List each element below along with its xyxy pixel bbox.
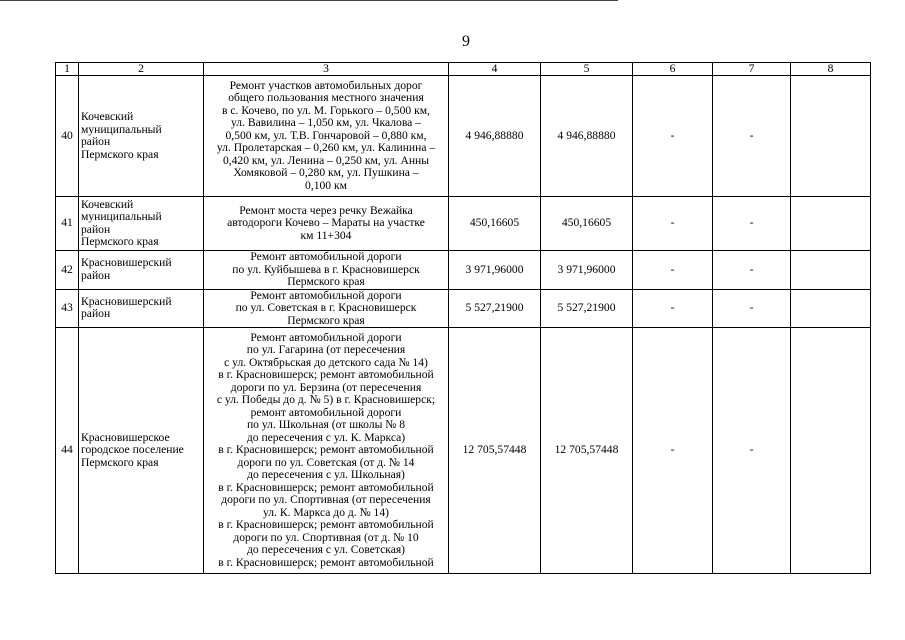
col-header: 4 bbox=[449, 63, 541, 76]
table-row bbox=[56, 289, 871, 328]
municipality-line: Красновишерский bbox=[81, 294, 172, 308]
municipality-cell bbox=[79, 197, 204, 251]
description-line: в г. Красновишерск; ремонт автомобильной bbox=[218, 518, 434, 532]
amount-total-cell: 12 705,57448 bbox=[449, 328, 541, 574]
col8-cell bbox=[791, 197, 871, 251]
description-line: в г. Красновишерск; ремонт автомобильной bbox=[218, 480, 434, 494]
description-line: по ул. Гагарина (от пересечения bbox=[246, 343, 406, 357]
row-number: 43 bbox=[56, 289, 79, 328]
table-row bbox=[56, 197, 871, 251]
description-line: дороги по ул. Спортивная (от пересечения bbox=[221, 493, 431, 507]
description-cell bbox=[204, 76, 449, 197]
description-line: дороги по ул. Советская (от д. № 14 bbox=[237, 455, 415, 469]
description-line: в г. Красновишерск; ремонт автомобильной bbox=[218, 555, 434, 569]
municipality-line: Пермского края bbox=[81, 147, 159, 161]
table-row bbox=[56, 76, 871, 197]
col-header: 3 bbox=[204, 63, 449, 76]
col7-cell: - bbox=[713, 251, 791, 290]
municipality-line: муниципальный bbox=[81, 210, 162, 223]
description-cell bbox=[204, 328, 449, 574]
municipality-line: муниципальный bbox=[81, 122, 162, 136]
col-header: 5 bbox=[541, 63, 633, 76]
municipality-cell bbox=[79, 251, 204, 290]
description-line: в г. Красновишерск; ремонт автомобильной bbox=[218, 368, 434, 382]
description-line: Хомяковой – 0,280 км, ул. Пушкина – bbox=[233, 166, 419, 180]
col7-cell: - bbox=[713, 76, 791, 197]
amount-total-cell: 3 971,96000 bbox=[449, 251, 541, 290]
col6-cell: - bbox=[633, 328, 713, 574]
description-line: км 11+304 bbox=[300, 228, 352, 242]
municipality-line: район bbox=[81, 135, 111, 148]
description-line: в с. Кочево, по ул. М. Горького – 0,500 км, bbox=[222, 103, 430, 117]
municipality-cell bbox=[79, 289, 204, 328]
municipality-line: городское поселение bbox=[81, 443, 184, 457]
description-line: ремонт автомобильной дороги bbox=[250, 405, 402, 419]
top-rule bbox=[0, 0, 618, 1]
page-number: 9 bbox=[462, 33, 470, 50]
table-row bbox=[56, 251, 871, 290]
municipality-line: Кочевский bbox=[81, 110, 134, 123]
municipality-cell bbox=[79, 76, 204, 197]
table-body bbox=[56, 63, 871, 574]
municipality-line: Пермского края bbox=[81, 455, 159, 469]
description-line: Ремонт автомобильной дороги bbox=[250, 289, 402, 302]
col-header: 1 bbox=[56, 63, 79, 76]
description-line: Ремонт участков автомобильных дорог bbox=[229, 78, 423, 92]
amount-total-cell: 450,16605 bbox=[449, 197, 541, 251]
municipality-line: Красновишерское bbox=[81, 430, 170, 444]
funding-table bbox=[55, 62, 871, 574]
description-line: автодороги Кочево – Мараты на участке bbox=[227, 216, 425, 230]
description-line: ул. Пролетарская – 0,260 км, ул. Калинина – bbox=[216, 141, 436, 155]
col7-cell: - bbox=[713, 328, 791, 574]
description-line: ул. Вавилина – 1,050 км, ул. Чкалова – bbox=[231, 116, 421, 130]
description-line: Ремонт автомобильной дороги bbox=[250, 250, 402, 263]
col7-cell: - bbox=[713, 289, 791, 328]
description-line: Пермского края bbox=[287, 313, 365, 327]
description-line: до пересечения с ул. Школьная) bbox=[247, 468, 405, 482]
description-line: до пересечения с ул. К. Маркса) bbox=[246, 430, 406, 444]
amount-budget-cell: 12 705,57448 bbox=[541, 328, 633, 574]
description-line: дороги по ул. Берзина (от пересечения bbox=[230, 380, 422, 394]
row-number: 44 bbox=[56, 328, 79, 574]
description-line: до пересечения с ул. Советская) bbox=[246, 543, 406, 557]
col8-cell bbox=[791, 76, 871, 197]
col8-cell bbox=[791, 328, 871, 574]
description-line: по ул. Советская в г. Красновишерск bbox=[235, 301, 417, 314]
description-line: в г. Красновишерск; ремонт автомобильной bbox=[218, 443, 434, 457]
description-line: общего пользования местного значения bbox=[228, 91, 424, 105]
col-header: 7 bbox=[713, 63, 791, 76]
col6-cell: - bbox=[633, 76, 713, 197]
col6-cell: - bbox=[633, 251, 713, 290]
amount-total-cell: 5 527,21900 bbox=[449, 289, 541, 328]
municipality-line: район bbox=[81, 268, 111, 282]
col6-cell: - bbox=[633, 289, 713, 328]
col7-cell: - bbox=[713, 197, 791, 251]
description-line: дороги по ул. Спортивная (от д. № 10 bbox=[233, 530, 419, 544]
amount-budget-cell: 3 971,96000 bbox=[541, 251, 633, 290]
description-cell bbox=[204, 289, 449, 328]
municipality-line: Пермского края bbox=[81, 235, 159, 248]
description-line: с ул. Победы до д. № 5) в г. Красновишерск; bbox=[216, 393, 436, 407]
description-line: Ремонт автомобильной дороги bbox=[250, 330, 402, 344]
table-row bbox=[56, 328, 871, 574]
col-header: 8 bbox=[791, 63, 871, 76]
amount-budget-cell: 5 527,21900 bbox=[541, 289, 633, 328]
row-number: 42 bbox=[56, 251, 79, 290]
description-cell bbox=[204, 197, 449, 251]
description-line: Ремонт моста через речку Вежайка bbox=[239, 203, 413, 217]
description-line: 0,500 км, ул. Т.В. Гончаровой – 0,880 км, bbox=[225, 128, 427, 142]
amount-total-cell: 4 946,88880 bbox=[449, 76, 541, 197]
municipality-line: Кочевский bbox=[81, 197, 134, 211]
row-number: 41 bbox=[56, 197, 79, 251]
amount-budget-cell: 4 946,88880 bbox=[541, 76, 633, 197]
municipality-line: район bbox=[81, 307, 111, 321]
description-line: 0,100 км bbox=[305, 178, 347, 192]
description-line: 0,420 км, ул. Ленина – 0,250 км, ул. Анны bbox=[222, 153, 430, 167]
header-row bbox=[56, 63, 871, 76]
col-header: 6 bbox=[633, 63, 713, 76]
col-header: 2 bbox=[79, 63, 204, 76]
municipality-cell bbox=[79, 328, 204, 574]
description-cell bbox=[204, 251, 449, 290]
col8-cell bbox=[791, 251, 871, 290]
municipality-line: Красновишерский bbox=[81, 256, 172, 270]
description-line: Пермского края bbox=[287, 275, 365, 288]
description-line: с ул. Октябрьская до детского сада № 14) bbox=[224, 355, 428, 369]
description-line: ул. К. Маркса до д. № 14) bbox=[262, 505, 390, 519]
row-number: 40 bbox=[56, 76, 79, 197]
municipality-line: район bbox=[81, 222, 111, 236]
amount-budget-cell: 450,16605 bbox=[541, 197, 633, 251]
col8-cell bbox=[791, 289, 871, 328]
col6-cell: - bbox=[633, 197, 713, 251]
description-line: по ул. Школьная (от школы № 8 bbox=[246, 418, 406, 432]
description-line: по ул. Куйбышева в г. Красновишерск bbox=[232, 262, 420, 276]
